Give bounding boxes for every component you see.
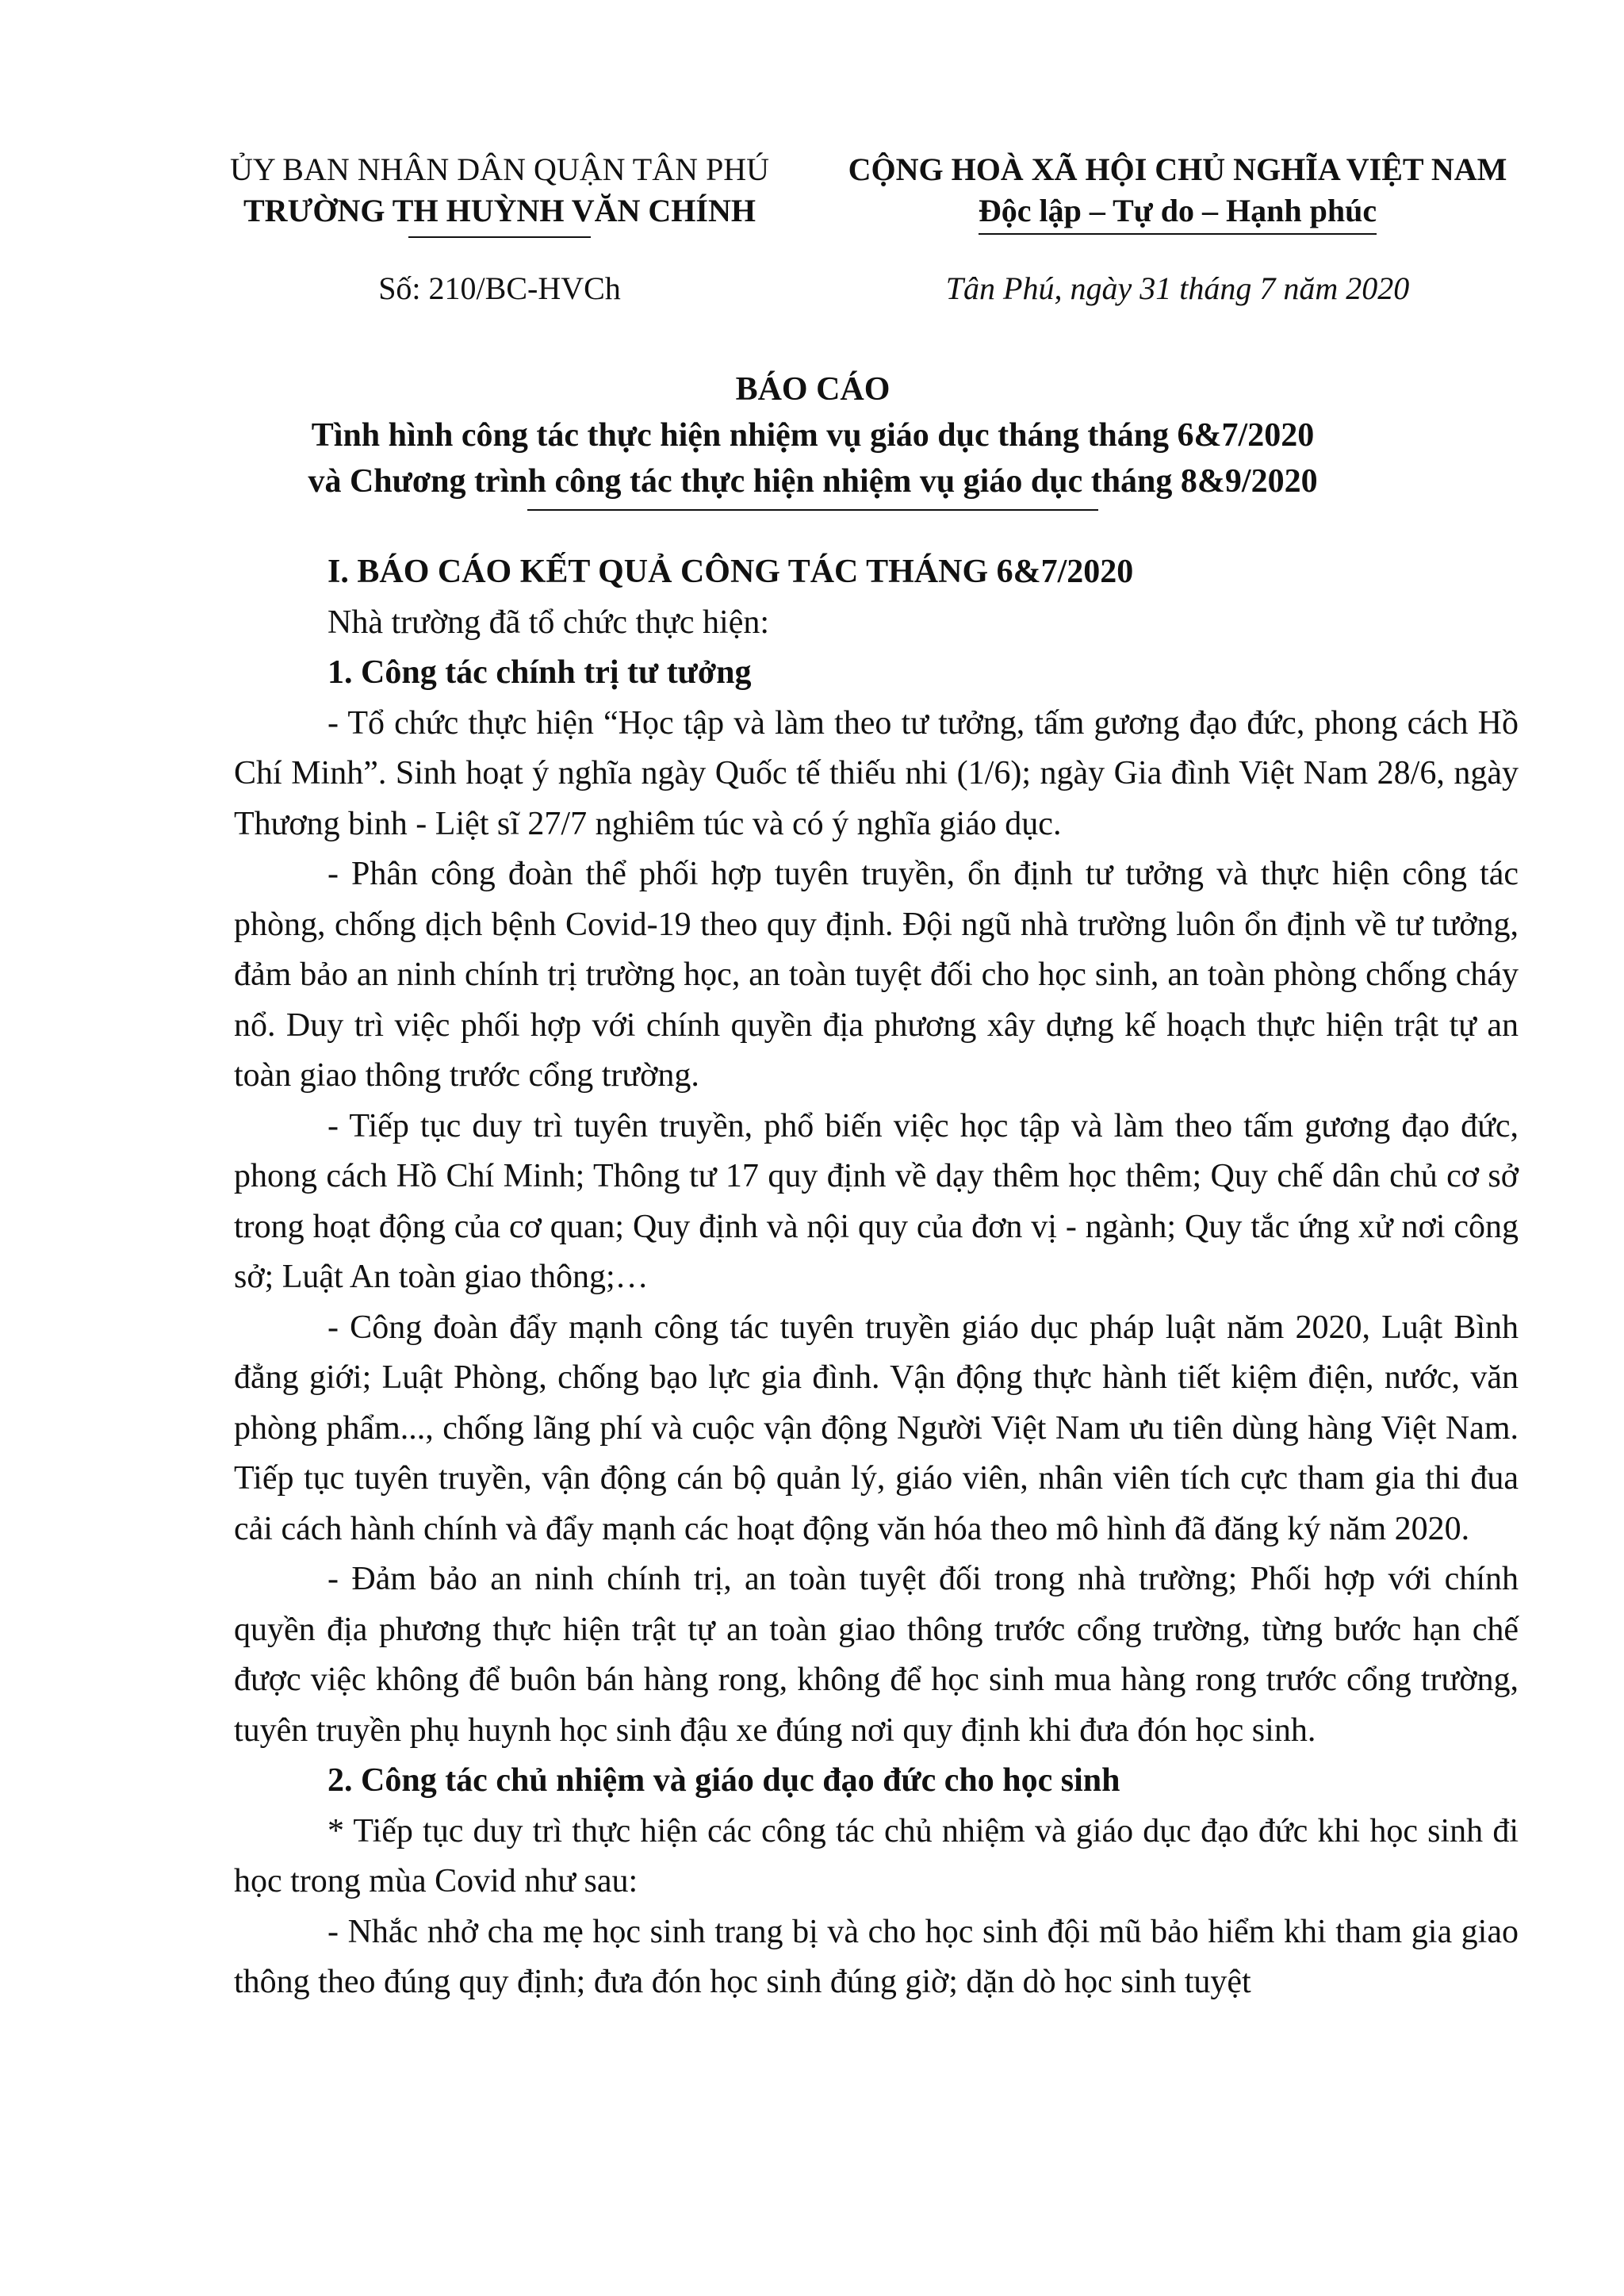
document-title-block [127,366,1499,511]
title-underline [527,509,1098,511]
document-body [234,547,1519,2008]
document-number: Số: 210/BC-HVCh [378,270,621,306]
issuing-agency-block [190,149,809,238]
national-motto: Độc lập – Tự do – Hạnh phúc [979,190,1377,235]
place-and-date: Tân Phú, ngày 31 tháng 7 năm 2020 [945,270,1410,306]
paragraph: - Tiếp tục duy trì tuyên truyền, phổ biến việc học tập và làm theo tấm gương đạo đức, phong cách Hồ Chí Minh; Thông tư 17 quy định về dạy thêm học thêm; Quy chế dân chủ cơ sở trong hoạt động của cơ quan; Quy định và nội quy của đơn vị - ngành; Quy tắc ứng xử nơi công sở; Luật An toàn giao thông;… [234,1107,1519,1295]
national-title-block [841,149,1515,235]
paragraph: * Tiếp tục duy trì thực hiện các công tác chủ nhiệm và giáo dục đạo đức khi học sinh đi học trong mùa Covid như sau: [234,1812,1519,1899]
school-name: TRƯỜNG TH HUỲNH VĂN CHÍNH [243,193,756,228]
paragraph: - Nhắc nhở cha mẹ học sinh trang bị và cho học sinh đội mũ bảo hiểm khi tham gia giao thông theo đúng quy định; đưa đón học sinh đúng giờ; dặn dò học sinh tuyệt [234,1913,1519,2000]
paragraph: - Tổ chức thực hiện “Học tập và làm theo tư tưởng, tấm gương đạo đức, phong cách Hồ Chí Minh”. Sinh hoạt ý nghĩa ngày Quốc tế thiếu nhi (1/6); ngày Gia đình Việt Nam 28/6, ngày Thương binh - Liệt sĩ 27/7 nghiêm túc và có ý nghĩa giáo dục. [234,704,1519,842]
section-heading: I. BÁO CÁO KẾT QUẢ CÔNG TÁC THÁNG 6&7/2020 [327,554,1134,590]
paragraph: - Phân công đoàn thể phối hợp tuyên truyền, ổn định tư tưởng và thực hiện công tác phòng, chống dịch bệnh Covid-19 theo quy định. Đội ngũ nhà trường luôn ổn định về tư tưởng, đảm bảo an ninh chính trị trường học, an toàn tuyệt đối cho học sinh, an toàn phòng chống cháy nổ. Duy trì việc phối hợp với chính quyền địa phương xây dựng kế hoạch thực hiện trật tự an toàn giao thông trước cổng trường. [234,856,1519,1094]
agency-underline [408,236,591,238]
national-title: CỘNG HOÀ XÃ HỘI CHỦ NGHĨA VIỆT NAM [848,151,1507,187]
subsection-heading-1: 1. Công tác chính trị tư tưởng [327,654,752,691]
subsection-heading-2: 2. Công tác chủ nhiệm và giáo dục đạo đức cho học sinh [327,1762,1120,1799]
section-intro: Nhà trường đã tổ chức thực hiện: [327,604,770,641]
document-subtitle-line1: Tình hình công tác thực hiện nhiệm vụ giáo dục tháng tháng 6&7/2020 [311,417,1315,454]
issuing-authority: ỦY BAN NHÂN DÂN QUẬN TÂN PHÚ [230,151,769,187]
document-title: BÁO CÁO [735,371,891,408]
document-subtitle-line2: và Chương trình công tác thực hiện nhiệm vụ giáo dục tháng 8&9/2020 [308,463,1318,500]
paragraph: - Công đoàn đẩy mạnh công tác tuyên truyền giáo dục pháp luật năm 2020, Luật Bình đẳng giới; Luật Phòng, chống bạo lực gia đình. Vận động thực hành tiết kiệm điện, nước, văn phòng phẩm..., chống lãng phí và cuộc vận động Người Việt Nam ưu tiên dùng hàng Việt Nam. Tiếp tục tuyên truyền, vận động cán bộ quản lý, giáo viên, nhân viên tích cực tham gia thi đua cải cách hành chính và đẩy mạnh các hoạt động văn hóa theo mô hình đã đăng ký năm 2020. [234,1309,1519,1547]
paragraph: - Đảm bảo an ninh chính trị, an toàn tuyệt đối trong nhà trường; Phối hợp với chính quyền địa phương thực hiện trật tự an toàn giao thông trước cổng trường, từng bước hạn chế được việc không để buôn bán hàng rong, không để học sinh mua hàng rong trước cổng trường, tuyên truyền phụ huynh học sinh đậu xe đúng nơi quy định khi đưa đón học sinh. [234,1561,1519,1749]
